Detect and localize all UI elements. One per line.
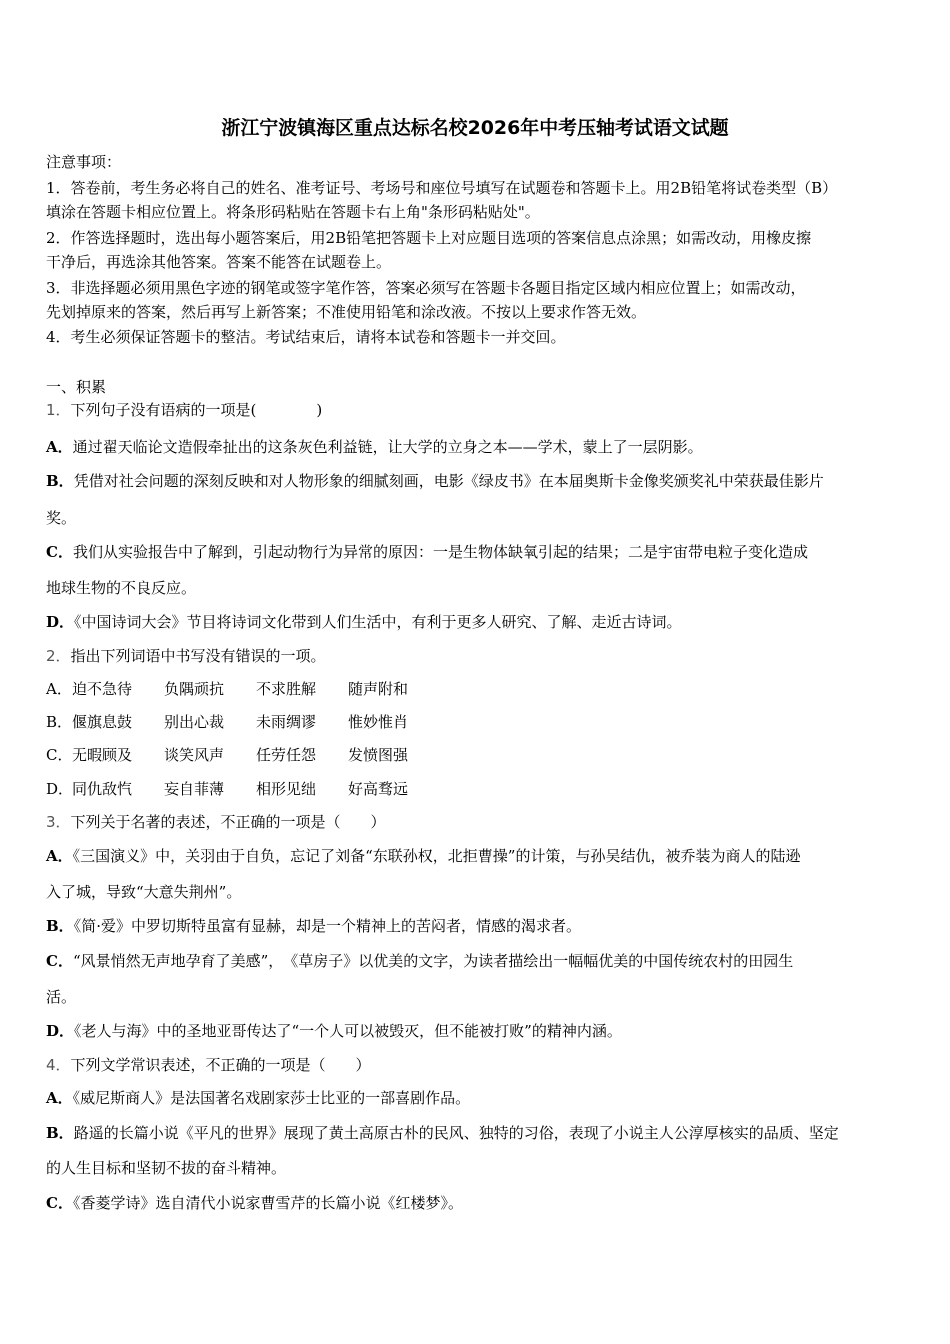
word: 迫不急待 [72, 680, 133, 698]
option-text: 《中国诗词大会》节目将诗词文化带到人们生活中，有利于更多人研究、了解、走近古诗词。 [74, 613, 682, 631]
option-text: 《简·爱》中罗切斯特虽富有显赫，却是一个精神上的苦闷者，情感的渴求者。 [73, 917, 581, 935]
option-text: 通过翟天临论文造假牵扯出的这条灰色利益链，让大学的立身之本——学术，蒙上了一层阴影。 [72, 438, 703, 456]
word: 不求胜解 [256, 680, 317, 698]
q4-option-b-cont: 的人生目标和坚韧不拔的奋斗精神。 [46, 1159, 287, 1177]
notice-line: 3．非选择题必须用黑色字迹的钢笔或签字笔作答，答案必须写在答题卡各题目指定区域内相应位置上；如需改动， [46, 279, 806, 297]
word: 偃旗息鼓 [72, 713, 133, 731]
q1-option-b [46, 471, 824, 491]
notice-line: 先划掉原来的答案，然后再写上新答案；不准使用铅笔和涂改液。不按以上要求作答无效。 [46, 303, 647, 321]
q3-option-d [46, 1021, 622, 1041]
q3-option-c [46, 951, 793, 971]
question-number: 4． [46, 1056, 71, 1074]
question-number: 3． [46, 813, 71, 831]
question-text: 下列句子没有语病的一项是( ) [70, 401, 323, 419]
option-label: B． [46, 472, 74, 490]
option-label: C． [46, 952, 73, 970]
option-label: A． [46, 438, 73, 456]
question-text: 下列文学常识表述，不正确的一项是（ ） [70, 1056, 371, 1074]
q2-option-a [46, 679, 440, 699]
q1-option-d [46, 612, 682, 632]
q2-option-c [46, 745, 440, 765]
word: 发愤图强 [348, 746, 409, 764]
q2-option-b [46, 712, 440, 732]
word: 任劳任怨 [256, 746, 317, 764]
option-label: B． [46, 713, 73, 731]
question-text: 指出下列词语中书写没有错误的一项。 [70, 647, 326, 665]
notice-line: 2．作答选择题时，选出每小题答案后，用2B铅笔把答题卡上对应题目选项的答案信息点涂黑；如需改动，用橡皮擦 [46, 229, 812, 247]
word: 未雨绸谬 [256, 713, 317, 731]
question-4-stem [46, 1055, 371, 1075]
option-label: C． [46, 543, 73, 561]
option-text: 《老人与海》中的圣地亚哥传达了“一个人可以被毁灭，但不能被打败”的精神内涵。 [74, 1022, 622, 1040]
q1-option-c [46, 542, 808, 562]
word: 随声附和 [348, 680, 409, 698]
option-label: D． [46, 780, 74, 798]
notice-line: 1．答卷前，考生务必将自己的姓名、准考证号、考场号和座位号填写在试题卷和答题卡上。用2B铅笔将试卷类型（B） [46, 179, 838, 197]
page-title: 浙江宁波镇海区重点达标名校2026年中考压轴考试语文试题 [221, 117, 729, 139]
q2-option-d [46, 779, 440, 799]
option-text: 《威尼斯商人》是法国著名戏剧家莎士比亚的一部喜剧作品。 [72, 1089, 471, 1107]
q4-option-c [46, 1193, 463, 1213]
option-label: B． [46, 917, 74, 935]
section-heading: 一、积累 [46, 378, 107, 396]
option-text: 凭借对社会问题的深刻反映和对人物形象的细腻刻画，电影《绿皮书》在本届奥斯卡金像奖颁奖礼中荣获最佳影片 [73, 472, 824, 490]
word: 负隅顽抗 [164, 680, 225, 698]
option-label: C． [46, 1194, 73, 1212]
word: 无暇顾及 [72, 746, 133, 764]
option-label: D． [46, 1022, 75, 1040]
word: 别出心裁 [164, 713, 225, 731]
q1-option-a [46, 437, 703, 457]
notice-line: 干净后，再选涂其他答案。答案不能答在试题卷上。 [46, 253, 392, 271]
word: 惟妙惟肖 [348, 713, 409, 731]
word: 同仇敌忾 [72, 780, 133, 798]
option-label: A． [46, 847, 73, 865]
q3-option-a-cont: 入了城，导致“大意失荆州”。 [46, 883, 242, 901]
q4-option-b [46, 1123, 839, 1143]
notice-heading: 注意事项： [46, 153, 122, 171]
question-text: 下列关于名著的表述，不正确的一项是（ ） [70, 813, 386, 831]
question-1-stem [46, 400, 322, 420]
q3-option-c-cont: 活。 [46, 988, 77, 1006]
notice-line: 填涂在答题卡相应位置上。将条形码粘贴在答题卡右上角"条形码粘贴处"。 [46, 203, 540, 221]
option-label: B． [46, 1124, 74, 1142]
question-2-stem [46, 646, 326, 666]
question-number: 1． [46, 401, 71, 419]
option-text: 《三国演义》中，关羽由于自负，忘记了刘备“东联孙权，北拒曹操”的计策，与孙吴结仇，被乔装为商人的陆逊 [72, 847, 801, 865]
word: 相形见绌 [256, 780, 317, 798]
option-label: A． [46, 680, 72, 698]
question-number: 2． [46, 647, 71, 665]
question-3-stem [46, 812, 386, 832]
q1-option-c-cont: 地球生物的不良反应。 [46, 579, 197, 597]
option-label: D． [46, 613, 75, 631]
option-label: A． [46, 1089, 73, 1107]
option-label: C． [46, 746, 73, 764]
q3-option-a [46, 846, 800, 866]
option-text: 我们从实验报告中了解到，引起动物行为异常的原因：一是生物体缺氧引起的结果；二是宇宙带电粒子变化造成 [72, 543, 808, 561]
word: 妄自菲薄 [164, 780, 225, 798]
q4-option-a [46, 1088, 470, 1108]
word: 谈笑风声 [164, 746, 225, 764]
option-text: 《香菱学诗》选自清代小说家曹雪芹的长篇小说《红楼梦》。 [72, 1194, 463, 1212]
q1-option-b-cont: 奖。 [46, 509, 77, 527]
option-text: “风景悄然无声地孕育了美感”， 《草房子》以优美的文字，为读者描绘出一幅幅优美的中国传统农村的田园生 [72, 952, 794, 970]
q3-option-b [46, 916, 581, 936]
notice-line: 4．考生必须保证答题卡的整洁。考试结束后，请将本试卷和答题卡一并交回。 [46, 328, 566, 346]
word: 好高骛远 [348, 780, 409, 798]
option-text: 路遥的长篇小说《平凡的世界》展现了黄土高原古朴的民风、独特的习俗，表现了小说主人公淳厚核实的品质、坚定 [73, 1124, 839, 1142]
